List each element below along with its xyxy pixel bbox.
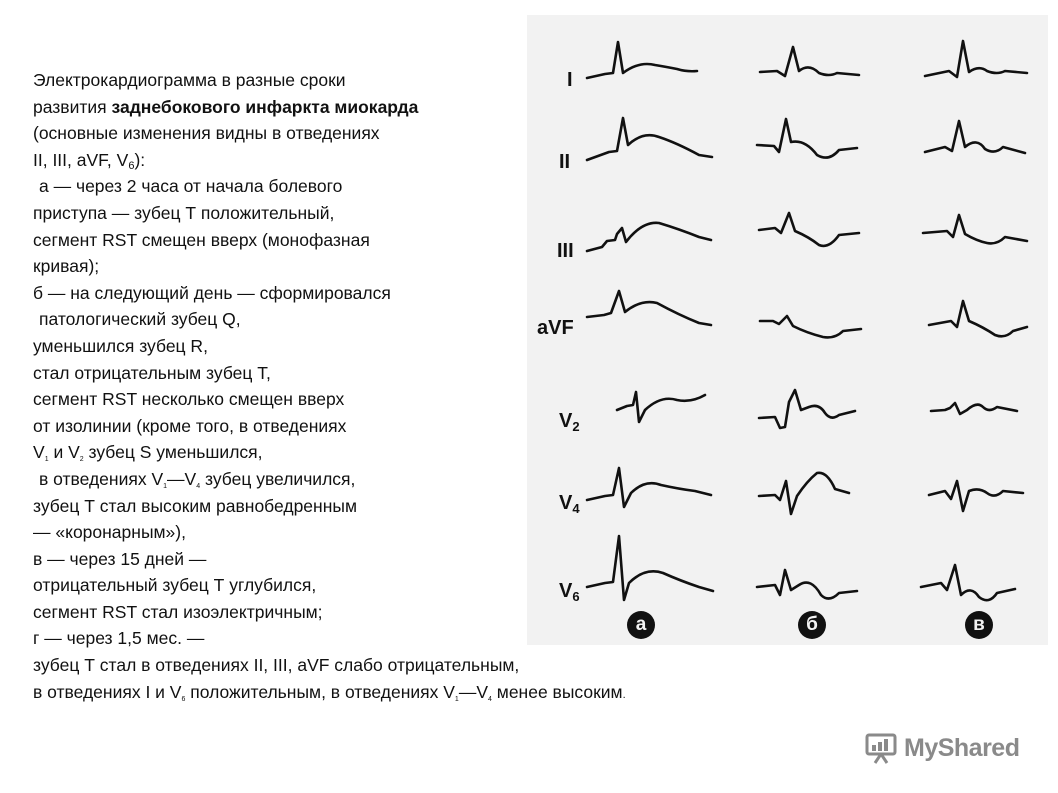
trace-aVF-c — [929, 301, 1027, 336]
lead-label-V2: $V_2$ — [559, 410, 580, 434]
caption-line: V1 и V2 зубец S уменьшился, — [33, 442, 263, 464]
caption-line: в отведениях I и V6 положительным, в отведениях V1—V4 менее высоким. — [33, 681, 626, 703]
trace-II-c — [925, 121, 1025, 153]
lead-label-V4: $V_4$ — [559, 492, 580, 516]
trace-I-c — [925, 41, 1027, 77]
myshared-logo — [864, 731, 1019, 765]
slideshow-icon — [864, 732, 898, 764]
lead-label-V6: $V_6$ — [559, 580, 580, 604]
caption-line: а — через 2 часа от начала болевого — [39, 176, 343, 197]
caption-line: кривая); — [33, 256, 100, 277]
caption-line: уменьшился зубец R, — [33, 335, 208, 356]
lead-label-III: III — [557, 240, 574, 262]
caption-line: зубец Т стал высоким равнобедренным — [33, 495, 357, 516]
trace-V6-c — [921, 565, 1015, 600]
caption-line: патологический зубец Q, — [39, 309, 241, 330]
trace-V4-c — [929, 481, 1023, 511]
caption-line: г — через 1,5 мес. — — [33, 628, 205, 649]
caption-emphasis: заднебокового инфаркта миокарда — [111, 96, 419, 117]
lead-label-II: II — [559, 151, 571, 173]
caption-line: в — через 15 дней — — [33, 548, 207, 569]
lead-label-I: I — [567, 69, 573, 91]
caption-line: Электрокардиограмма в разные сроки — [33, 70, 346, 90]
caption-line: от изолинии (кроме того, в отведениях — [33, 415, 347, 436]
caption-line: сегмент RST стал изоэлектричным; — [33, 601, 323, 622]
column-label-a: а — [627, 611, 655, 639]
column-label-v: в — [965, 611, 993, 639]
caption-line: сегмент RST несколько смещен вверх — [33, 389, 345, 410]
caption-line: в отведениях V1—V4 зубец увеличился, — [39, 468, 356, 490]
caption-line: II, III, aVF, $V_6$): — [33, 149, 146, 172]
caption-line: зубец Т стал в отведениях II, III, aVF слабо отрицательным, — [33, 655, 520, 676]
logo-text: MyShared — [904, 733, 1020, 762]
ecg-caption — [33, 67, 853, 705]
caption-line: приступа — зубец Т положительный, — [33, 202, 335, 223]
caption-line: стал отрицательным зубец Т, — [33, 362, 271, 383]
column-label-b: б — [798, 611, 826, 639]
caption-line: отрицательный зубец Т углубился, — [33, 575, 317, 596]
caption-line: сегмент RST смещен вверх (монофазная — [33, 229, 370, 250]
trace-III-c — [923, 215, 1027, 243]
caption-line: (основные изменения видны в отведениях — [33, 123, 380, 144]
lead-label-aVF: aVF — [537, 317, 574, 339]
trace-V2-c — [931, 403, 1017, 414]
caption-line: б — на следующий день — сформировался — [33, 282, 391, 303]
caption-line: — «коронарным»), — [33, 522, 186, 543]
caption-line: развития заднебокового инфаркта миокарда — [33, 96, 419, 117]
